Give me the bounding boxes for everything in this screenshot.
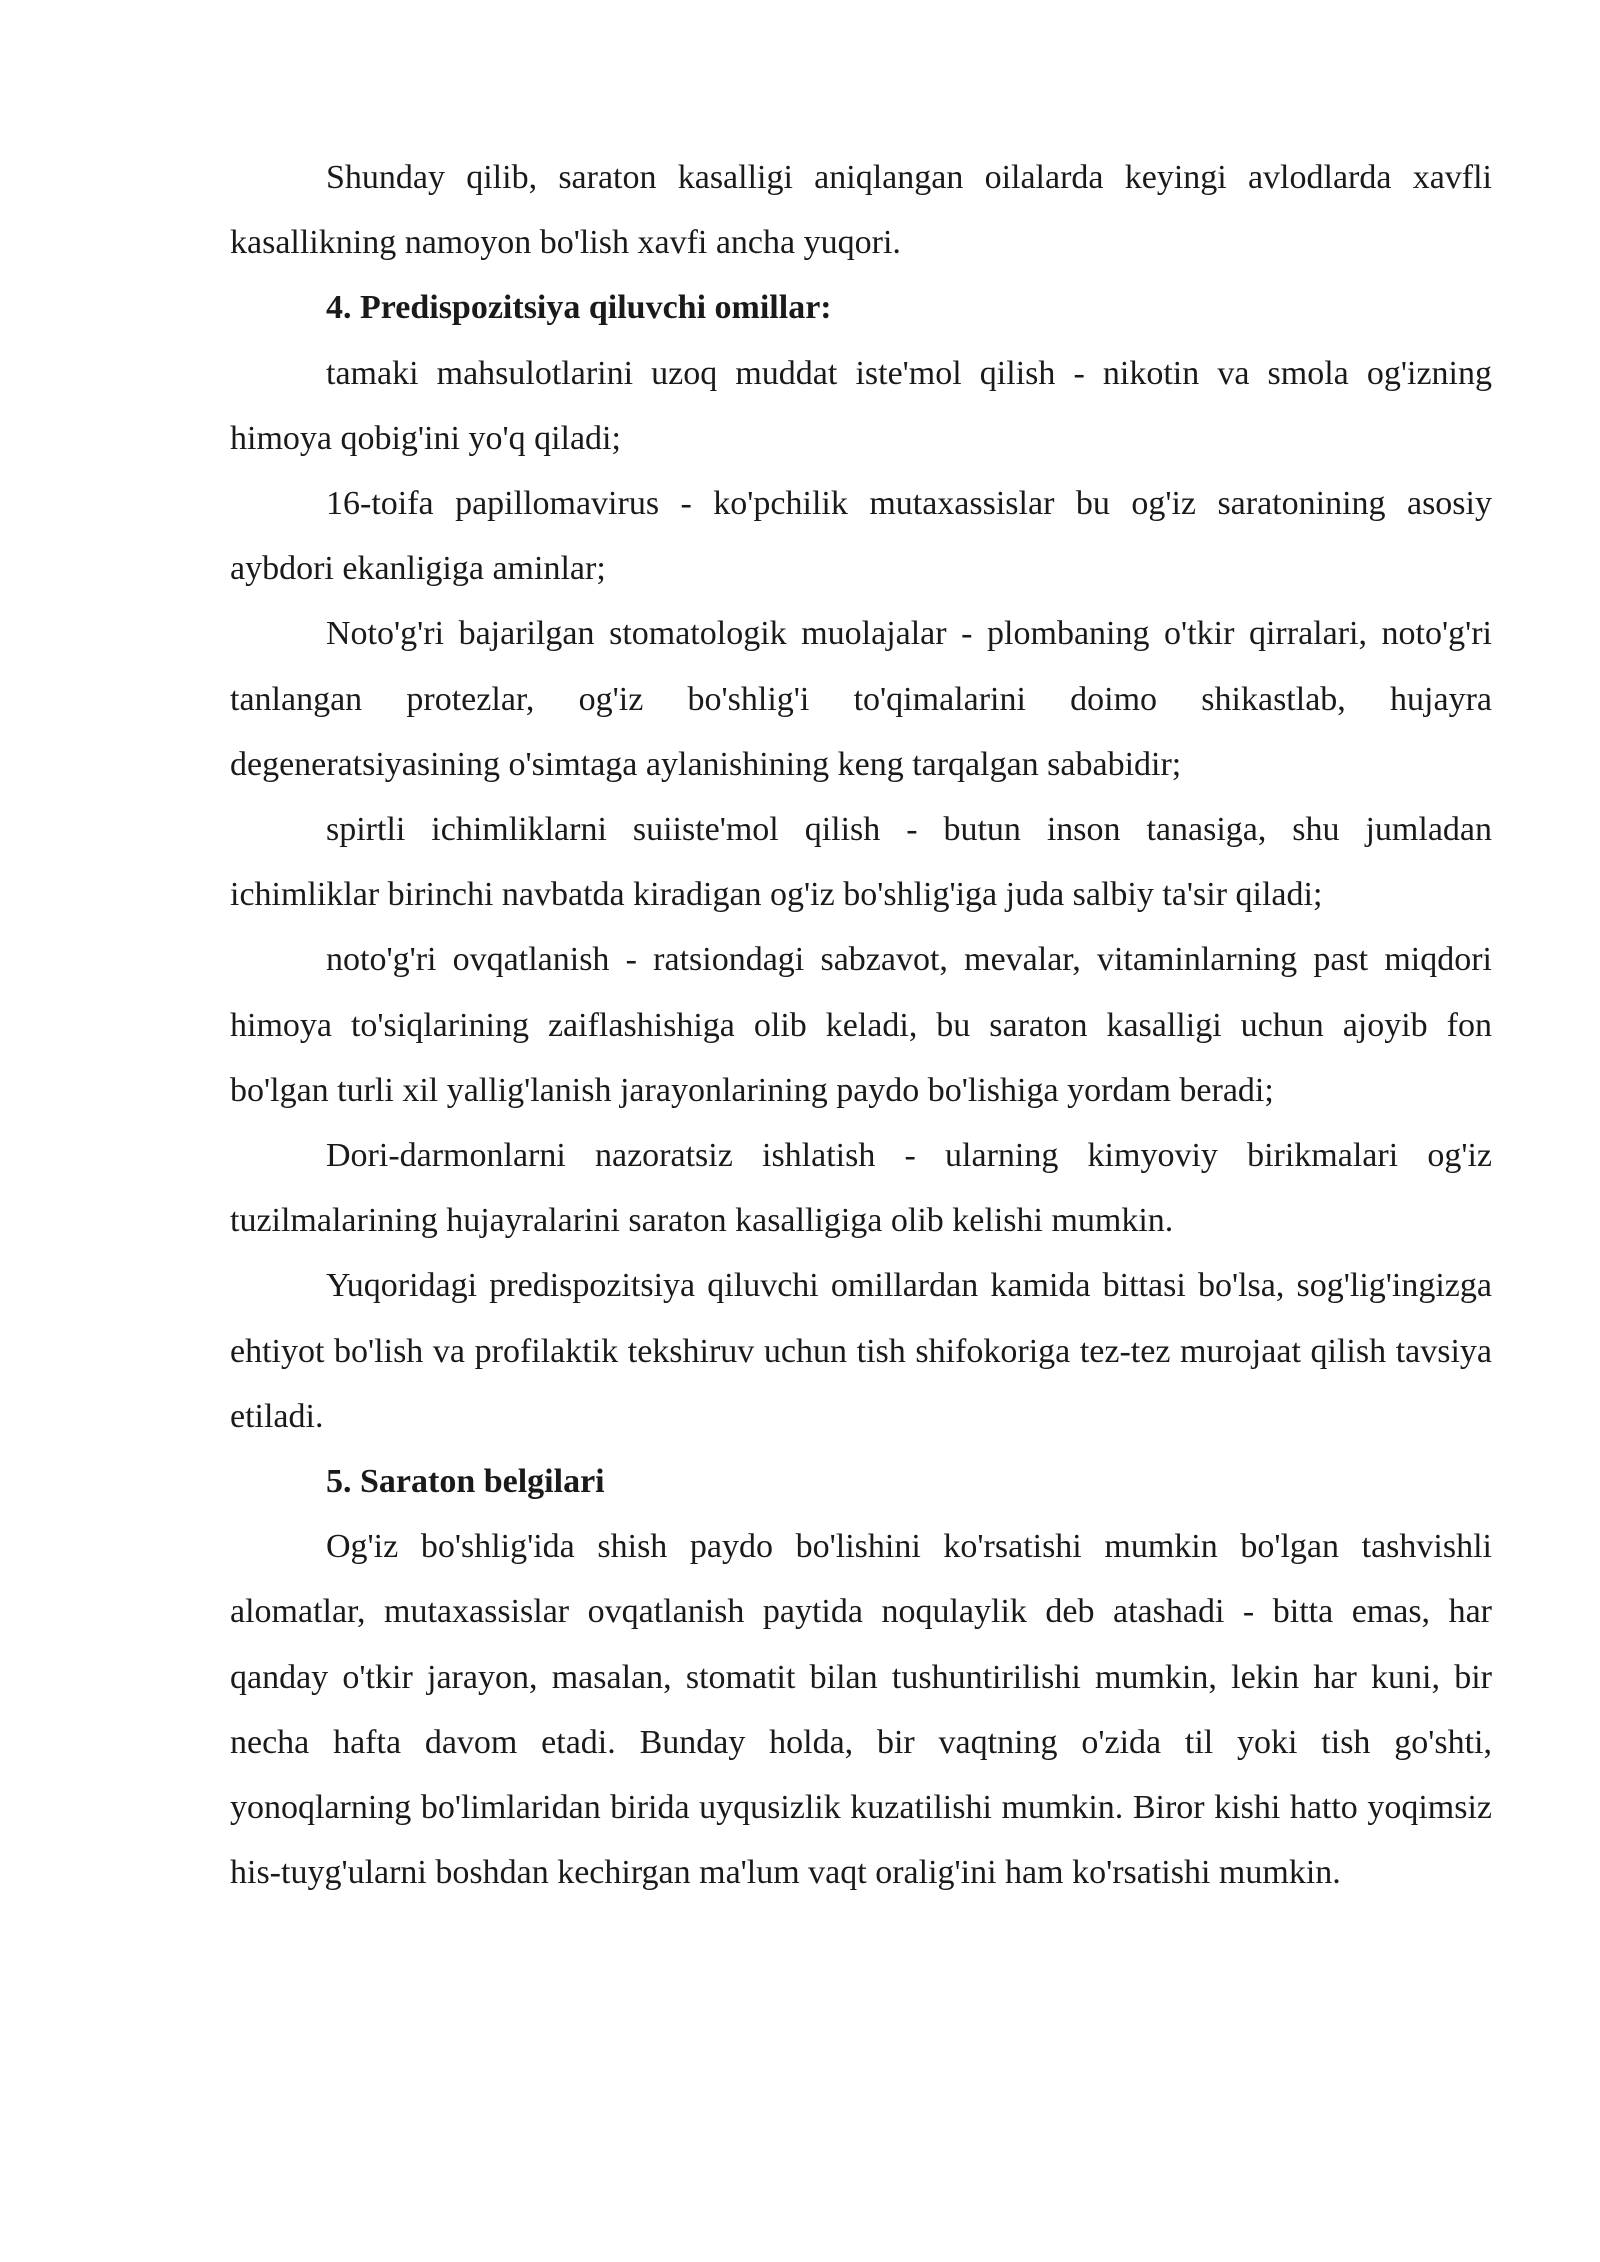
paragraph-dental-procedures: Noto'g'ri bajarilgan stomatologik muolajalar - plombaning o'tkir qirralari, noto'g'ri tanlangan protezlar, og'iz bo'shlig'i to'qimalarini doimo shikastlab, hujayra degeneratsiyasining o'simtaga aylanishining keng tarqalgan sababidir; [230, 615, 1492, 783]
paragraph-nutrition: noto'g'ri ovqatlanish - ratsiondagi sabzavot, mevalar, vitaminlarning past miqdori himoya to'siqlarining zaiflashishiga olib keladi, bu saraton kasalligi uchun ajoyib fon bo'lgan turli xil yallig'lanish jarayonlarining paydo bo'lishiga yordam beradi; [230, 941, 1492, 1109]
paragraph-hereditary-risk: Shunday qilib, saraton kasalligi aniqlangan oilalarda keyingi avlodlarda xavfli kasallikning namoyon bo'lish xavfi ancha yuqori. [230, 159, 1492, 262]
paragraph-symptoms: Og'iz bo'shlig'ida shish paydo bo'lishini ko'rsatishi mumkin bo'lgan tashvishli alomatlar, mutaxassislar ovqatlanish paytida noqulaylik deb atashadi - bitta emas, har qanday o'tkir jarayon, masalan, stomatit bilan tushuntirilishi mumkin, lekin har kuni, bir necha hafta davom etadi. Bunday holda, bir vaqtning o'zida til yoki tish go'shti, yonoqlarning bo'limlaridan birida uyqusizlik kuzatilishi mumkin. Biror kishi hatto yoqimsiz his-tuyg'ularni boshdan kechirgan ma'lum vaqt oralig'ini ham ko'rsatishi mumkin. [230, 1528, 1492, 1892]
paragraph-alcohol: spirtli ichimliklarni suiiste'mol qilish - butun inson tanasiga, shu jumladan ichimliklar birinchi navbatda kiradigan og'iz bo'shlig'iga juda salbiy ta'sir qiladi; [230, 811, 1492, 914]
section-heading-cancer-signs: 5. Saraton belgilari [326, 1463, 605, 1501]
paragraph-medications: Dori-darmonlarni nazoratsiz ishlatish - ularning kimyoviy birikmalari og'iz tuzilmalarining hujayralarini saraton kasalligiga olib kelishi mumkin. [230, 1137, 1492, 1240]
paragraph-papillomavirus: 16-toifa papillomavirus - ko'pchilik mutaxassislar bu og'iz saratonining asosiy aybdori ekanligiga aminlar; [230, 485, 1492, 588]
paragraph-recommendation: Yuqoridagi predispozitsiya qiluvchi omillardan kamida bittasi bo'lsa, sog'lig'ingizga ehtiyot bo'lish va profilaktik tekshiruv uchun tish shifokoriga tez-tez murojaat qilish tavsiya etiladi. [230, 1267, 1492, 1435]
paragraph-tobacco: tamaki mahsulotlarini uzoq muddat iste'mol qilish - nikotin va smola og'izning himoya qobig'ini yo'q qiladi; [230, 354, 1492, 457]
document-page [230, 145, 1492, 1905]
section-heading-predisposing-factors: 4. Predispozitsiya qiluvchi omillar: [326, 289, 832, 327]
